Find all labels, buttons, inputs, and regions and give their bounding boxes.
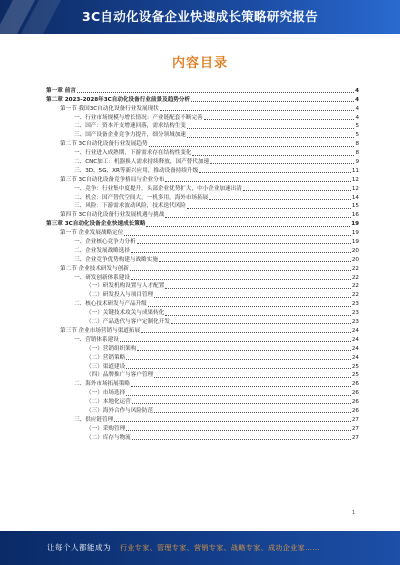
toc-entry[interactable] bbox=[46, 113, 359, 122]
toc-leader-dots bbox=[132, 439, 351, 440]
toc-leader-dots bbox=[126, 368, 351, 369]
toc-entry-title: 一、研发创新体系建设 bbox=[74, 274, 130, 281]
report-header-banner bbox=[0, 0, 400, 34]
toc-entry[interactable] bbox=[46, 157, 359, 166]
toc-entry[interactable] bbox=[46, 255, 359, 264]
toc-leader-dots bbox=[243, 190, 351, 191]
toc-entry-page: 20 bbox=[351, 256, 359, 263]
toc-leader-dots bbox=[165, 288, 351, 289]
toc-entry[interactable] bbox=[46, 86, 359, 95]
toc-entry-title: （二）研发投入与项目管理 bbox=[86, 292, 154, 299]
toc-leader-dots bbox=[192, 155, 354, 156]
toc-entry-page: 26 bbox=[351, 390, 359, 397]
toc-entry-title: 二、国产：资本开支增速回落，需求结构生变 bbox=[74, 123, 186, 130]
toc-entry-title: （一）营销组织架构 bbox=[86, 345, 137, 352]
toc-entry-page: 12 bbox=[351, 176, 359, 183]
toc-leader-dots bbox=[159, 261, 351, 262]
toc-entry-title: 三、国产设备企业竞争力提升，细分领域加速 bbox=[74, 132, 186, 139]
toc-entry-page: 8 bbox=[355, 150, 359, 157]
toc-entry-page: 24 bbox=[351, 336, 359, 343]
toc-leader-dots bbox=[165, 181, 351, 182]
toc-entry-title: 第四节 3C自动化设备行业发展机遇与挑战 bbox=[60, 212, 165, 219]
toc-leader-dots bbox=[126, 430, 351, 431]
toc-entry[interactable] bbox=[46, 95, 359, 104]
toc-leader-dots bbox=[154, 297, 351, 298]
toc-entry-page: 25 bbox=[351, 372, 359, 379]
page-number: 1 bbox=[352, 510, 356, 516]
toc-entry[interactable] bbox=[46, 122, 359, 131]
toc-entry[interactable] bbox=[46, 148, 359, 157]
toc-entry-page: 22 bbox=[351, 274, 359, 281]
toc-entry[interactable] bbox=[46, 264, 359, 273]
toc-entry-page: 8 bbox=[355, 141, 359, 148]
toc-entry[interactable] bbox=[46, 290, 359, 299]
footer-slogan: 让每个人都能成为 bbox=[47, 543, 111, 552]
toc-leader-dots bbox=[130, 270, 351, 271]
toc-entry-title: 第二节 3C自动化设备行业发展趋势 bbox=[60, 141, 148, 148]
toc-entry-page: 15 bbox=[351, 203, 359, 210]
toc-entry-page: 22 bbox=[351, 265, 359, 272]
toc-entry[interactable] bbox=[46, 139, 359, 148]
toc-entry-page: 22 bbox=[351, 283, 359, 290]
toc-entry-title: 一、竞争：行业集中度提升，头部企业优势扩大，中小企业加速出清 bbox=[74, 185, 242, 192]
toc-entry-title: 二、海外市场拓展策略 bbox=[74, 381, 130, 388]
toc-entry[interactable] bbox=[46, 130, 359, 139]
toc-entry-title: 二、核心技术研发与产品升级 bbox=[74, 301, 147, 308]
toc-entry-title: 一、企业核心竞争力分析 bbox=[74, 239, 136, 246]
toc-entry-title: （二）库存与物流 bbox=[86, 434, 131, 441]
toc-leader-dots bbox=[154, 377, 351, 378]
toc-entry-page: 23 bbox=[351, 319, 359, 326]
toc-entry-title: （二）本地化运营 bbox=[86, 399, 131, 406]
toc-entry-title: 三、风险：下游需求波动风险，技术迭代风险 bbox=[74, 203, 186, 210]
toc-entry-title: （四）品牌推广与客户管理 bbox=[86, 372, 154, 379]
toc-entry-page: 20 bbox=[351, 247, 359, 254]
toc-entry[interactable] bbox=[46, 219, 359, 228]
toc-entry-page: 14 bbox=[351, 194, 359, 201]
toc-entry-title: 第一节 我国3C自动化设备行业发展现状 bbox=[60, 105, 159, 112]
footer-subtitle: 行业专家、管理专家、营销专家、战略专家、成功企业家…… bbox=[120, 544, 320, 552]
toc-entry-title: （三）渠道建设 bbox=[86, 363, 126, 370]
toc-leader-dots bbox=[187, 137, 355, 138]
toc-entry[interactable] bbox=[46, 237, 359, 246]
toc-entry-title: 第二章 2023-2028年3C自动化设备行业前景及趋势分析 bbox=[46, 96, 191, 103]
toc-entry-title: 第一章 前言 bbox=[46, 87, 76, 94]
toc-entry-title: 第二节 企业技术研发与创新 bbox=[60, 265, 129, 272]
toc-entry-title: 第三节 3C自动化设备竞争格局与企业分布 bbox=[60, 176, 165, 183]
toc-entry-title: （一）市场选择 bbox=[86, 390, 126, 397]
toc-entry-page: 4 bbox=[355, 114, 359, 121]
toc-entry[interactable] bbox=[46, 362, 359, 371]
toc-entry[interactable] bbox=[46, 228, 359, 237]
toc-leader-dots bbox=[187, 208, 351, 209]
toc-entry-page: 19 bbox=[351, 230, 359, 237]
toc-leader-dots bbox=[131, 279, 351, 280]
toc-leader-dots bbox=[187, 128, 355, 129]
toc-leader-dots bbox=[165, 217, 351, 218]
toc-entry-title: （一）研发机构设置与人才配置 bbox=[86, 283, 165, 290]
toc-entry-title: 三、企业竞争优势构建与战略实施 bbox=[74, 256, 158, 263]
toc-entry[interactable] bbox=[46, 371, 359, 380]
toc-entry-page: 22 bbox=[351, 292, 359, 299]
toc-entry-title: 第三节 企业市场营销与渠道拓展 bbox=[60, 327, 141, 334]
toc-leader-dots bbox=[137, 350, 351, 351]
toc-entry-title: 一、行业市场规模与增长情况：产业链配套不断完善 bbox=[74, 114, 203, 121]
toc-entry-page: 24 bbox=[351, 354, 359, 361]
toc-entry[interactable] bbox=[46, 299, 359, 308]
toc-entry-page: 9 bbox=[355, 159, 359, 166]
toc-entry-page: 4 bbox=[355, 87, 359, 94]
toc-entry[interactable] bbox=[46, 184, 359, 193]
toc-entry-page: 26 bbox=[351, 407, 359, 414]
toc-entry[interactable] bbox=[46, 344, 359, 353]
toc-entry-page: 4 bbox=[355, 105, 359, 112]
toc-leader-dots bbox=[141, 332, 351, 333]
toc-leader-dots bbox=[199, 172, 351, 173]
toc-entry-page: 24 bbox=[351, 345, 359, 352]
toc-entry-title: 第三章 3C自动化设备企业快速成长策略 bbox=[46, 221, 146, 228]
toc-entry[interactable] bbox=[46, 317, 359, 326]
toc-leader-dots bbox=[120, 341, 351, 342]
toc-entry-title: （三）海外合作与风险防范 bbox=[86, 407, 154, 414]
toc-entry-title: （二）产品迭代与客户定制化开发 bbox=[86, 319, 170, 326]
toc-leader-dots bbox=[210, 163, 354, 164]
toc-leader-dots bbox=[204, 119, 355, 120]
toc-entry-page: 12 bbox=[351, 185, 359, 192]
toc-leader-dots bbox=[114, 421, 351, 422]
toc-leader-dots bbox=[209, 199, 351, 200]
toc-entry[interactable] bbox=[46, 246, 359, 255]
toc-entry[interactable] bbox=[46, 202, 359, 211]
toc-entry-page: 19 bbox=[351, 239, 359, 246]
toc-entry-title: （一）采购管理 bbox=[86, 425, 126, 432]
toc-entry-title: （一）关键技术攻关与成果转化 bbox=[86, 310, 165, 317]
toc-entry-page: 5 bbox=[355, 123, 359, 130]
toc-entry-title: 二、CNC加工：机器换人需求持续释放，国产替代加速 bbox=[74, 159, 210, 166]
toc-leader-dots bbox=[171, 323, 351, 324]
toc-entry[interactable] bbox=[46, 415, 359, 424]
toc-entry-page: 23 bbox=[351, 310, 359, 317]
toc-entry[interactable] bbox=[46, 282, 359, 291]
toc-entry[interactable] bbox=[46, 379, 359, 388]
toc-entry-page: 5 bbox=[355, 132, 359, 139]
toc-entry-page: 26 bbox=[351, 381, 359, 388]
report-title: 3C自动化设备企业快速成长策略研究报告 bbox=[81, 9, 319, 24]
report-footer-banner bbox=[0, 531, 400, 565]
toc-entry[interactable] bbox=[46, 335, 359, 344]
toc-entry-page: 19 bbox=[351, 221, 359, 228]
toc-entry-page: 25 bbox=[351, 363, 359, 370]
toc-entry-title: 三、3D、5G、XR等新兴应用，推动设备持续升级 bbox=[74, 167, 199, 174]
toc-entry[interactable] bbox=[46, 273, 359, 282]
table-of-contents bbox=[46, 86, 359, 442]
toc-entry-title: （二）营销策略 bbox=[86, 354, 126, 361]
toc-entry-title: 一、营销体系建设 bbox=[74, 336, 119, 343]
toc-entry-page: 4 bbox=[355, 96, 359, 103]
toc-heading: 内容目录 bbox=[171, 56, 228, 71]
toc-entry-page: 23 bbox=[351, 301, 359, 308]
toc-entry-title: 一、行业进入成熟期，下游需求存在结构性变化 bbox=[74, 150, 192, 157]
toc-entry[interactable] bbox=[46, 353, 359, 362]
toc-leader-dots bbox=[191, 101, 354, 102]
toc-leader-dots bbox=[126, 395, 351, 396]
toc-entry[interactable] bbox=[46, 308, 359, 317]
toc-leader-dots bbox=[77, 92, 354, 93]
toc-entry[interactable] bbox=[46, 326, 359, 335]
toc-entry[interactable] bbox=[46, 175, 359, 184]
toc-leader-dots bbox=[146, 226, 350, 227]
toc-entry-page: 26 bbox=[351, 399, 359, 406]
toc-entry[interactable] bbox=[46, 210, 359, 219]
toc-leader-dots bbox=[149, 146, 355, 147]
toc-leader-dots bbox=[148, 306, 351, 307]
toc-entry-page: 27 bbox=[351, 425, 359, 432]
toc-entry[interactable] bbox=[46, 433, 359, 442]
toc-leader-dots bbox=[124, 235, 351, 236]
toc-leader-dots bbox=[132, 403, 351, 404]
toc-entry-page: 24 bbox=[351, 327, 359, 334]
toc-entry[interactable] bbox=[46, 104, 359, 113]
toc-leader-dots bbox=[154, 412, 351, 413]
toc-entry-page: 27 bbox=[351, 416, 359, 423]
toc-leader-dots bbox=[165, 315, 351, 316]
toc-entry-page: 16 bbox=[351, 212, 359, 219]
toc-entry[interactable] bbox=[46, 424, 359, 433]
toc-entry[interactable] bbox=[46, 406, 359, 415]
toc-entry[interactable] bbox=[46, 397, 359, 406]
toc-leader-dots bbox=[131, 252, 351, 253]
toc-entry-title: 三、供应链管理 bbox=[74, 416, 114, 423]
toc-leader-dots bbox=[137, 243, 351, 244]
toc-entry-title: 二、企业发展战略选择 bbox=[74, 247, 130, 254]
toc-entry[interactable] bbox=[46, 193, 359, 202]
toc-entry[interactable] bbox=[46, 388, 359, 397]
toc-entry-title: 二、机会：国产替代空间大，一机多用，海外市场拓展 bbox=[74, 194, 209, 201]
toc-leader-dots bbox=[131, 386, 351, 387]
toc-leader-dots bbox=[126, 359, 351, 360]
toc-entry-title: 第一节 企业发展战略定位 bbox=[60, 230, 124, 237]
toc-entry[interactable] bbox=[46, 166, 359, 175]
toc-entry-page: 27 bbox=[351, 434, 359, 441]
toc-entry-page: 11 bbox=[351, 167, 359, 174]
toc-leader-dots bbox=[160, 110, 355, 111]
